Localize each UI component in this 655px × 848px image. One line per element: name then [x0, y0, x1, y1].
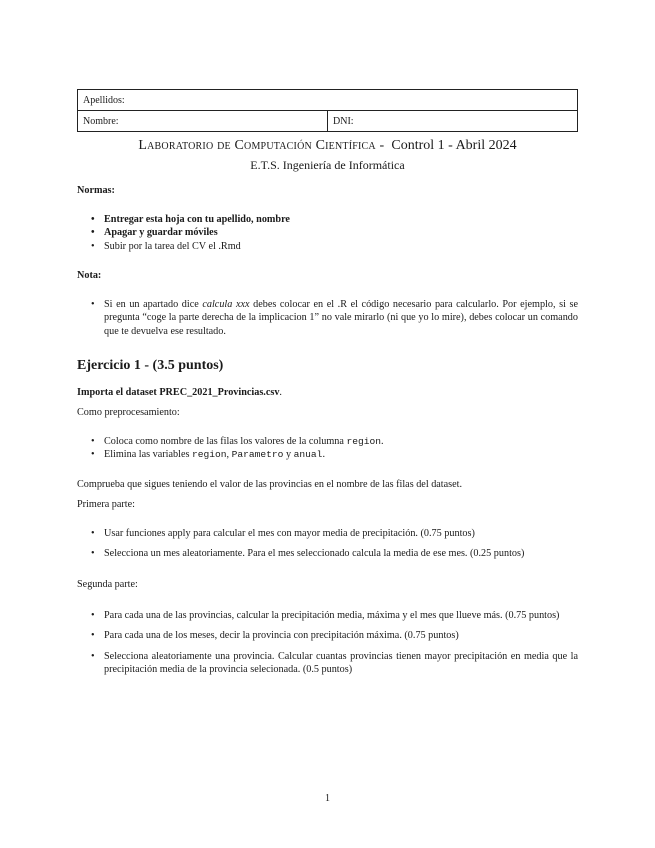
normas-list: [77, 213, 578, 253]
nota-item: [77, 298, 578, 338]
segunda-parte-item: • Para cada una de las provincias, calcular la precipitación media, máxima y el mes que llueve más. (0.75 puntos): [77, 609, 578, 622]
apellidos-label: Apellidos:: [83, 94, 125, 106]
nota-item-emphasis: calcula xxx: [202, 299, 250, 310]
dni-field[interactable]: [328, 111, 578, 132]
nombre-field[interactable]: [78, 111, 328, 132]
normas-item: • Apagar y guardar móviles: [77, 226, 578, 239]
nota-item-rest: debes colocar en el .R el código necesario para calcularlo. Por ejemplo, si se pregunta “coge la parte derecha de la implicacion 1” no vale mirarlo (ni que yo lo mire), debes colocar un comando que te devuelva ese resultado.: [104, 299, 578, 337]
preproc-item: [77, 448, 578, 461]
document-title: [0, 137, 655, 155]
import-instruction: [77, 386, 578, 399]
code-parametro: Parametro: [231, 449, 284, 461]
preproc-item1-end: .: [381, 436, 384, 447]
normas-item: • Entregar esta hoja con tu apellido, nombre: [77, 213, 578, 226]
nota-list: [77, 298, 578, 338]
document-subtitle: E.T.S. Ingeniería de Informática: [250, 158, 405, 172]
normas-item: • Subir por la tarea del CV el .Rmd: [77, 240, 578, 253]
title-date: Control 1 - Abril 2024: [391, 138, 517, 153]
import-text: Importa el dataset PREC_2021_Provincias.csv: [77, 387, 280, 398]
preproc-item2-end: .: [322, 449, 325, 461]
page-number: 1: [325, 793, 330, 804]
primera-parte-label: Primera parte:: [77, 499, 135, 510]
student-info-table: [77, 89, 578, 132]
preproc-label: Como preprocesamiento:: [77, 407, 180, 418]
preproc-item2-sep2: y: [283, 449, 294, 461]
apellidos-field[interactable]: [78, 90, 578, 111]
preproc-item1-text: Coloca como nombre de las filas los valores de la columna: [104, 436, 347, 447]
preproc-item: [77, 435, 578, 448]
normas-heading: Normas:: [77, 185, 115, 196]
primera-parte-item: • Usar funciones apply para calcular el mes con mayor media de precipitación. (0.75 puntos): [77, 527, 578, 540]
primera-parte-item: • Selecciona un mes aleatoriamente. Para el mes seleccionado calcula la media de ese mes. (0.25 puntos): [77, 547, 578, 560]
segunda-parte-item: • Para cada una de los meses, decir la provincia con precipitación máxima. (0.75 puntos): [77, 629, 578, 642]
dni-label: DNI:: [333, 115, 354, 127]
nota-heading: Nota:: [77, 270, 102, 281]
title-main: Laboratorio de Computación Científica -: [138, 138, 385, 153]
check-instruction: Comprueba que sigues teniendo el valor de las provincias en el nombre de las filas del dataset.: [77, 479, 463, 490]
preproc-item2-sep1: ,: [226, 449, 232, 461]
primera-parte-list: [77, 527, 578, 561]
import-dot: .: [279, 387, 282, 398]
code-anual: anual: [293, 449, 323, 461]
nombre-label: Nombre:: [83, 115, 119, 127]
code-region: region: [346, 436, 381, 447]
nota-item-prefix: Si en un apartado dice: [104, 299, 203, 310]
segunda-parte-list: [77, 609, 578, 676]
segunda-parte-item: • Selecciona aleatoriamente una provincia. Calcular cuantas provincias tienen mayor precipitación en media que la precipitación media de la provincia selecionada. (0.5 puntos): [77, 650, 578, 677]
preproc-list: [77, 435, 578, 462]
preproc-item2-text: Elimina las variables: [104, 449, 192, 461]
segunda-parte-label: Segunda parte:: [77, 579, 138, 590]
ejercicio1-heading: Ejercicio 1 - (3.5 puntos): [77, 358, 224, 373]
code-region: region: [191, 449, 227, 461]
